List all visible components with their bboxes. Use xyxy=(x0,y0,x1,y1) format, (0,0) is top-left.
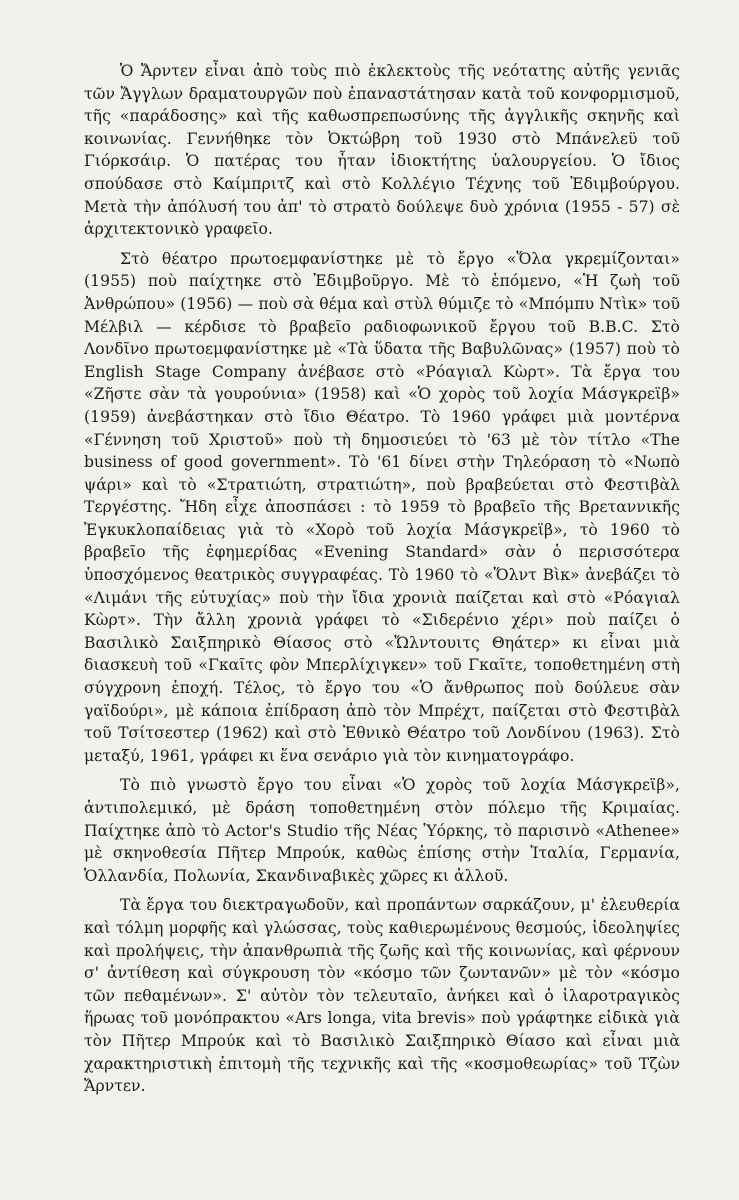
paragraph-best-known-work: Τὸ πιὸ γνωστὸ ἔργο του εἶναι «Ὁ χορὸς τοῦ λοχία Μάσγκρεϊβ», ἀντιπολεμικό, μὲ δράση τοποθετημένη στὸν πόλεμο τῆς Κριμαίας. Παίχτηκε ἀπὸ τὸ Actor's Studio τῆς Νέας Ὑόρκης, τὸ παρισινὸ «Athenee» μὲ σκηνοθεσία Πῆτερ Μπρούκ, καθὼς ἐπίσης στὴν Ἰταλία, Γερμανία, Ὁλλανδία, Πολωνία, Σκανδιναβικὲς χῶρες κι ἀλλοῦ. xyxy=(84,776,680,885)
body-text xyxy=(84,60,680,1105)
paragraph-themes: Τὰ ἔργα του διεκτραγωδοῦν, καὶ προπάντων σαρκάζουν, μ' ἐλευθερία καὶ τόλμη μορφῆς καὶ γλώσσας, τοὺς καθιερωμένους θεσμούς, ἰδεοληψίες καὶ προλήψεις, τὴν ἀπανθρωπιὰ τῆς ζωῆς καὶ τῆς κοινωνίας, καὶ φέρνουν σ' ἀντίθεση καὶ σύγκρουση τὸν «κόσμο τῶν ζωντανῶν» μὲ τὸν «κόσμο τῶν πεθαμένων». Σ' αὐτὸν τὸν τελευταῖο, ἀνήκει καὶ ὁ ἱλαροτραγικὸς ἥρωας τοῦ μονόπρακτου «Ars longa, vita brevis» ποὺ γράφτηκε εἰδικὰ γιὰ τὸν Πῆτερ Μπρούκ καὶ τὸ Βασιλικὸ Σαιξπηρικὸ Θίασο καὶ εἶναι μιὰ χαρακτηριστικὴ ἐπιτομὴ τῆς τεχνικῆς καὶ τῆς «κοσμοθεωρίας» τοῦ Τζὼν Ἄρντεν. xyxy=(84,896,680,1096)
paragraph-biography: Ὁ Ἄρντεν εἶναι ἀπὸ τοὺς πιὸ ἐκλεκτοὺς τῆς νεότατης αὐτῆς γενιᾶς τῶν Ἄγγλων δραματουργῶν ποὺ ἐπαναστάτησαν κατὰ τοῦ κονφορμισμοῦ, τῆς «παράδοσης» καὶ τῆς καθωσπρεπωσύνης τῆς ἀγγλικῆς σκηνῆς καὶ κοινωνίας. Γεννήθηκε τὸν Ὀκτώβρη τοῦ 1930 στὸ Μπάνελεϋ τοῦ Γιόρκσάιρ. Ὁ πατέρας του ἦταν ἰδιοκτήτης ὑαλουργείου. Ὁ ἴδιος σπούδασε στὸ Καίμπριτζ καὶ στὸ Κολλέγιο Τέχνης τοῦ Ἐδιμβούργου. Μετὰ τὴν ἀπόλυσή του ἀπ' τὸ στρατὸ δούλεψε δυὸ χρόνια (1955 - 57) σὲ ἀρχιτεκτονικὸ γραφεῖο. xyxy=(84,62,680,239)
paragraph-theatre-career: Στὸ θέατρο πρωτοεμφανίστηκε μὲ τὸ ἔργο «Ὅλα γκρεμίζονται» (1955) ποὺ παίχτηκε στὸ Ἐδιμβοῦργο. Μὲ τὸ ἑπόμενο, «Ἡ ζωὴ τοῦ Ἀνθρώπου» (1956) — ποὺ σὰ θέμα καὶ στὺλ θύμιζε τὸ «Μπόμπυ Ντὶκ» τοῦ Μέλβιλ — κέρδισε τὸ βραβεῖο ραδιοφωνικοῦ ἔργου τοῦ B.B.C. Στὸ Λονδῖνο πρωτοεμφανίστηκε μὲ «Τὰ ὕδατα τῆς Βαβυλῶνας» (1957) ποὺ τὸ English Stage Company ἀνέβασε στὸ «Ρόαγιαλ Κὼρτ». Τὰ ἔργα του «Ζῆστε σὰν τὰ γουρούνια» (1958) καὶ «Ὁ χορὸς τοῦ λοχία Μάσγκρεϊβ» (1959) ἀνεβάστηκαν στὸ ἴδιο Θέατρο. Τὸ 1960 γράφει μιὰ μοντέρνα «Γέννηση τοῦ Χριστοῦ» ποὺ τὴ δημοσιεύει τὸ '63 μὲ τὸν τίτλο «The business of good government». Τὸ '61 δίνει στὴν Τηλεόραση τὸ «Νωπὸ ψάρι» καὶ τὸ «Στρατιώτη, στρατιώτη», ποὺ βραβεύεται στὸ Φεστιβὰλ Τεργέστης. Ἤδη εἶχε ἀποσπάσει : τὸ 1959 τὸ βραβεῖο τῆς Βρεταννικῆς Ἐγκυκλοπαίδειας γιὰ τὸ «Χορὸ τοῦ λοχία Μάσγκρεϊβ», τὸ 1960 τὸ βραβεῖο τῆς ἐφημερίδας «Evening Standard» σὰν ὁ περισσότερα ὑποσχόμενος θεατρικὸς συγγραφέας. Τὸ 1960 τὸ «Ὅλντ Βὶκ» ἀνεβάζει τὸ «Λιμάνι τῆς εὐτυχίας» ποὺ τὴν ἴδια χρονιὰ παίζεται καὶ στὸ «Ρόαγιαλ Κὼρτ». Τὴν ἄλλη χρονιὰ γράφει τὸ «Σιδερένιο χέρι» ποὺ παίζει ὁ Βασιλικὸ Σαιξπηρικὸ Θίασος στὸ «Ὤλντουιτς Θηάτερ» κι εἶναι μιὰ διασκευὴ τοῦ «Γκαῖτς φὸν Μπερλίχιγκεν» τοῦ Γκαῖτε, τοποθετημένη στὴ σύγχρονη ἐποχή. Τέλος, τὸ ἔργο του «Ὁ ἄνθρωπος ποὺ δούλευε σὰν γαϊδούρι», μὲ κάποια ἐπίδραση ἀπὸ τὸν Μπρέχτ, παίζεται στὸ Φεστιβὰλ τοῦ Τσίτσεστερ (1962) καὶ στὸ Ἐθνικὸ Θέατρο τοῦ Λονδίνου (1963). Στὸ μεταξύ, 1961, γράφει κι ἕνα σενάριο γιὰ τὸν κινηματογράφο. xyxy=(84,249,680,765)
